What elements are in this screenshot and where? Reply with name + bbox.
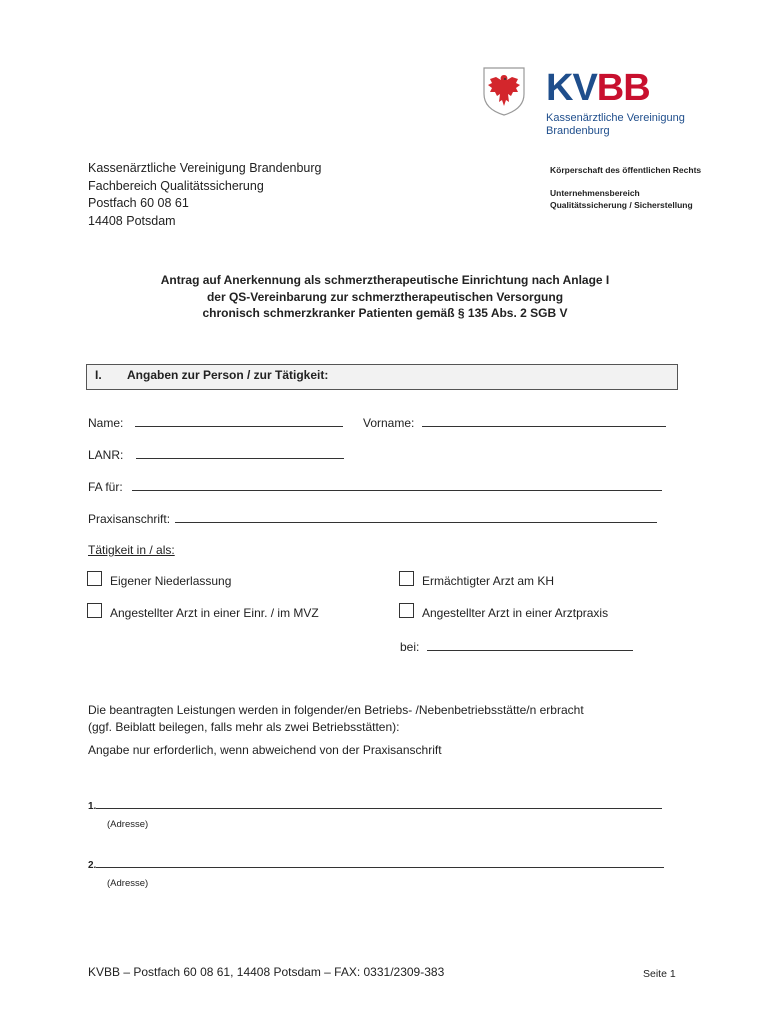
checkbox-ermaechtigter-arzt[interactable] [399,571,414,586]
betriebsstaetten-line-1: Die beantragten Leistungen werden in folgender/en Betriebs- /Nebenbetriebsstätte/n erbracht [88,703,584,717]
address-line-1: Kassenärztliche Vereinigung Brandenburg [88,161,322,175]
taetigkeit-heading: Tätigkeit in / als: [88,543,175,557]
organization-info [550,164,701,211]
title-line-2: der QS-Vereinbarung zur schmerztherapeutischen Versorgung [206,289,564,304]
fa-input-line[interactable] [132,478,662,491]
bei-label: bei: [400,640,420,654]
org-division: Unternehmensbereich [550,188,640,198]
address-1-field[interactable] [88,797,662,815]
lanr-input-line[interactable] [136,446,344,459]
praxisanschrift-label: Praxisanschrift: [88,512,171,526]
vorname-input-line[interactable] [422,414,666,427]
betriebsstaetten-line-2: (ggf. Beiblatt beilegen, falls mehr als zwei Betriebsstätten): [88,719,400,734]
vorname-field[interactable] [363,414,666,431]
checkbox-angestellter-arztpraxis[interactable] [399,603,414,618]
section-number: I. [95,368,102,382]
footer-contact: KVBB – Postfach 60 08 61, 14408 Potsdam – FAX: 0331/2309-383 [88,965,445,979]
name-input-line[interactable] [135,414,343,427]
address-2-hint: (Adresse) [107,878,149,889]
org-legal-form: Körperschaft des öffentlichen Rechts [550,165,702,175]
betriebsstaetten-text [88,702,688,735]
address-line-3: Postfach 60 08 61 [88,196,189,210]
praxisanschrift-field[interactable] [88,510,657,527]
name-field[interactable] [88,414,343,431]
kvbb-logo [546,66,650,110]
section-label: Angaben zur Person / zur Tätigkeit: [127,368,329,382]
address-2-number: 2. [88,860,97,871]
praxisanschrift-input-line[interactable] [175,510,657,523]
checkbox-eigene-niederlassung[interactable] [87,571,102,586]
brandenburg-eagle-crest-icon [482,66,526,116]
logo-org-name [546,112,685,138]
option-label-ermaechtigter-arzt: Ermächtigter Arzt am KH [422,574,555,588]
address-1-input-line[interactable] [96,799,662,809]
address-1-number: 1. [88,801,97,812]
section-header [86,364,678,390]
org-department: Qualitätssicherung / Sicherstellung [550,200,693,210]
lanr-label: LANR: [88,448,124,462]
address-1-hint: (Adresse) [107,819,149,830]
document-title [130,272,640,322]
option-label-angestellter-mvz: Angestellter Arzt in einer Einr. / im MVZ [110,606,319,620]
option-label-angestellter-arztpraxis: Angestellter Arzt in einer Arztpraxis [422,606,609,620]
page-number: Seite 1 [643,968,676,980]
logo-org-line1: Kassenärztliche Vereinigung [546,112,685,124]
recipient-address [88,160,322,230]
address-line-4: 14408 Potsdam [88,213,176,228]
bei-field[interactable] [400,638,633,655]
betriebsstaetten-note: Angabe nur erforderlich, wenn abweichend von der Praxisanschrift [88,743,442,757]
address-2-field[interactable] [88,856,664,874]
vorname-label: Vorname: [363,416,415,430]
title-line-3: chronisch schmerzkranker Patienten gemäß § 135 Abs. 2 SGB V [202,306,568,320]
lanr-field[interactable] [88,446,344,463]
logo-bb-text: BB [596,67,650,109]
checkbox-angestellter-mvz[interactable] [87,603,102,618]
title-line-1: Antrag auf Anerkennung als schmerztherapeutische Einrichtung nach Anlage I [160,273,610,287]
address-2-input-line[interactable] [96,858,664,868]
address-line-2: Fachbereich Qualitätssicherung [88,178,264,193]
logo-kv-text: KV [546,67,597,109]
option-label-eigene-niederlassung: Eigener Niederlassung [110,574,232,588]
name-label: Name: [88,416,124,430]
bei-input-line[interactable] [427,638,633,651]
fa-field[interactable] [88,478,662,495]
logo-org-line2: Brandenburg [546,125,610,137]
fa-label: FA für: [88,480,123,494]
